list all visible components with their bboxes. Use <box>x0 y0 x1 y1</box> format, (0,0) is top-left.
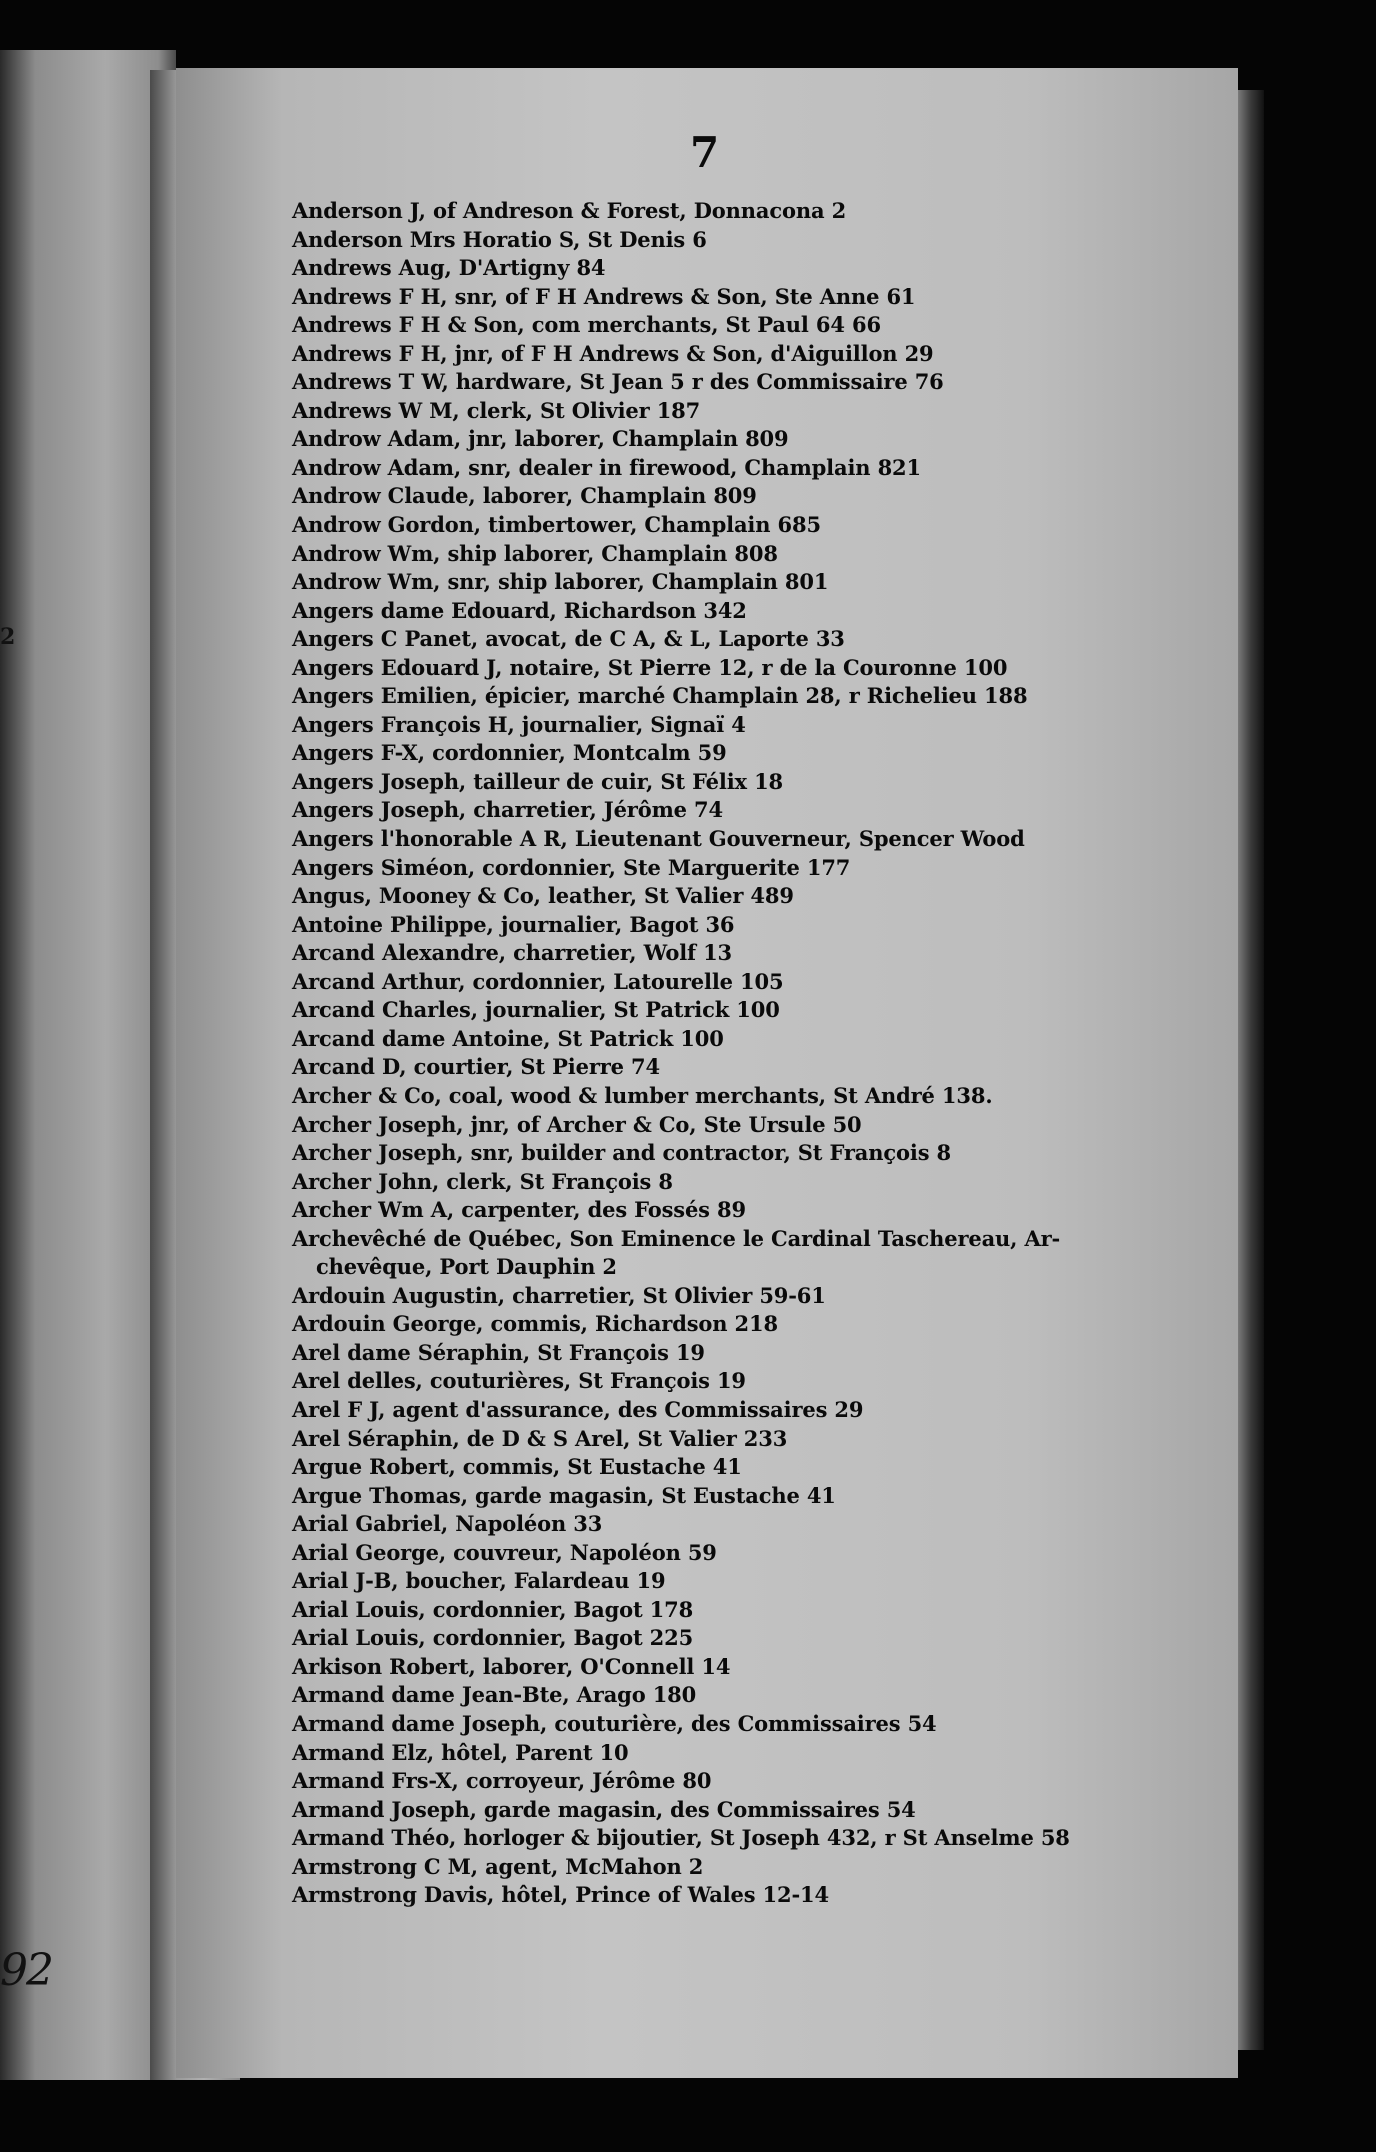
directory-entry: Androw Wm, snr, ship laborer, Champlain 801 <box>292 569 829 595</box>
directory-entry: Arel dame Séraphin, St François 19 <box>292 1339 705 1365</box>
directory-entry: Angers dame Edouard, Richardson 342 <box>292 597 747 623</box>
directory-entry: Anderson J, of Andreson & Forest, Donnacona 2 <box>292 198 847 223</box>
directory-entry: Armstrong C M, agent, McMahon 2 <box>292 1853 704 1879</box>
directory-entry: Armstrong Davis, hôtel, Prince of Wales 12-14 <box>292 1882 829 1908</box>
directory-entry: Angers F-X, cordonnier, Montcalm 59 <box>292 740 727 766</box>
directory-entry: Angers l'honorable A R, Lieutenant Gouverneur, Spencer Wood <box>292 826 1025 852</box>
directory-entry: Arial Louis, cordonnier, Bagot 178 <box>292 1596 694 1622</box>
directory-entry: Anderson Mrs Horatio S, St Denis 6 <box>292 226 707 252</box>
directory-entry: Arcand Arthur, cordonnier, Latourelle 105 <box>292 968 784 994</box>
directory-entry: Androw Claude, laborer, Champlain 809 <box>292 483 757 509</box>
directory-entry: Arcand Charles, journalier, St Patrick 100 <box>292 997 780 1023</box>
page-number: 7 <box>690 128 720 177</box>
directory-entry: Ardouin Augustin, charretier, St Olivier 59-61 <box>292 1282 826 1308</box>
directory-entry: Armand Joseph, garde magasin, des Commissaires 54 <box>292 1796 916 1822</box>
directory-entry: Androw Gordon, timbertower, Champlain 685 <box>292 512 821 538</box>
directory-entry: Archer Joseph, snr, builder and contractor, St François 8 <box>292 1140 952 1166</box>
directory-entry: Andrews Aug, D'Artigny 84 <box>292 255 606 281</box>
directory-entry: Archer Joseph, jnr, of Archer & Co, Ste Ursule 50 <box>292 1111 862 1137</box>
directory-entries <box>292 198 1152 1911</box>
directory-entry: Arcand Alexandre, charretier, Wolf 13 <box>292 940 732 966</box>
directory-entry: Armand dame Joseph, couturière, des Commissaires 54 <box>292 1710 937 1736</box>
page-edge <box>1238 90 1264 2050</box>
directory-entry: Andrews F H, jnr, of F H Andrews & Son, d'Aiguillon 29 <box>292 340 934 366</box>
directory-entry: Armand Frs-X, corroyeur, Jérôme 80 <box>292 1768 712 1794</box>
directory-entry: Arcand D, courtier, St Pierre 74 <box>292 1054 660 1080</box>
handwritten-margin-note: 92 <box>0 1945 52 1996</box>
directory-entry: chevêque, Port Dauphin 2 <box>316 1254 617 1280</box>
directory-entry: Arel F J, agent d'assurance, des Commissaires 29 <box>292 1396 864 1422</box>
directory-entry: Arel delles, couturières, St François 19 <box>292 1368 746 1394</box>
directory-entry: Archevêché de Québec, Son Eminence le Cardinal Taschereau, Ar- <box>292 1225 1061 1251</box>
directory-entry: Armand dame Jean-Bte, Arago 180 <box>292 1682 697 1708</box>
directory-entry: Arial Louis, cordonnier, Bagot 225 <box>292 1625 694 1651</box>
directory-entry: Arial Gabriel, Napoléon 33 <box>292 1511 603 1537</box>
directory-entry: Androw Adam, jnr, laborer, Champlain 809 <box>292 426 789 452</box>
directory-entry: Arkison Robert, laborer, O'Connell 14 <box>292 1653 731 1679</box>
directory-entry: Angus, Mooney & Co, leather, St Valier 489 <box>292 883 794 909</box>
left-margin-mark: 2 <box>0 624 16 650</box>
directory-entry: Angers Emilien, épicier, marché Champlain 28, r Richelieu 188 <box>292 683 1028 709</box>
directory-entry: Arel Séraphin, de D & S Arel, St Valier 233 <box>292 1425 788 1451</box>
directory-entry: Androw Adam, snr, dealer in firewood, Champlain 821 <box>292 454 921 480</box>
directory-entry: Armand Elz, hôtel, Parent 10 <box>292 1739 629 1765</box>
directory-entry: Angers Joseph, charretier, Jérôme 74 <box>292 797 723 823</box>
directory-entry: Andrews F H, snr, of F H Andrews & Son, Ste Anne 61 <box>292 283 916 309</box>
directory-entry: Andrews T W, hardware, St Jean 5 r des Commissaire 76 <box>292 369 944 395</box>
directory-entry: Angers Joseph, tailleur de cuir, St Félix 18 <box>292 768 784 794</box>
directory-entry: Angers François H, journalier, Signaï 4 <box>292 711 746 737</box>
directory-entry: Arcand dame Antoine, St Patrick 100 <box>292 1025 724 1051</box>
directory-entry: Archer & Co, coal, wood & lumber merchants, St André 138. <box>292 1082 993 1108</box>
directory-entry: Argue Thomas, garde magasin, St Eustache 41 <box>292 1482 836 1508</box>
directory-entry: Ardouin George, commis, Richardson 218 <box>292 1311 778 1337</box>
directory-entry: Argue Robert, commis, St Eustache 41 <box>292 1454 742 1480</box>
directory-entry: Andrews W M, clerk, St Olivier 187 <box>292 397 701 423</box>
directory-entry: Archer John, clerk, St François 8 <box>292 1168 673 1194</box>
directory-entry: Androw Wm, ship laborer, Champlain 808 <box>292 540 778 566</box>
directory-entry: Angers C Panet, avocat, de C A, & L, Laporte 33 <box>292 626 845 652</box>
directory-entry: Andrews F H & Son, com merchants, St Paul 64 66 <box>292 312 881 338</box>
directory-entry: Armand Théo, horloger & bijoutier, St Joseph 432, r St Anselme 58 <box>292 1825 1070 1851</box>
directory-entry: Angers Edouard J, notaire, St Pierre 12, r de la Couronne 100 <box>292 654 1008 680</box>
directory-entry: Angers Siméon, cordonnier, Ste Marguerite 177 <box>292 854 851 880</box>
directory-entry: Archer Wm A, carpenter, des Fossés 89 <box>292 1197 746 1223</box>
directory-entry: Arial George, couvreur, Napoléon 59 <box>292 1539 717 1565</box>
directory-entry: Arial J-B, boucher, Falardeau 19 <box>292 1568 666 1594</box>
directory-entry: Antoine Philippe, journalier, Bagot 36 <box>292 911 735 937</box>
